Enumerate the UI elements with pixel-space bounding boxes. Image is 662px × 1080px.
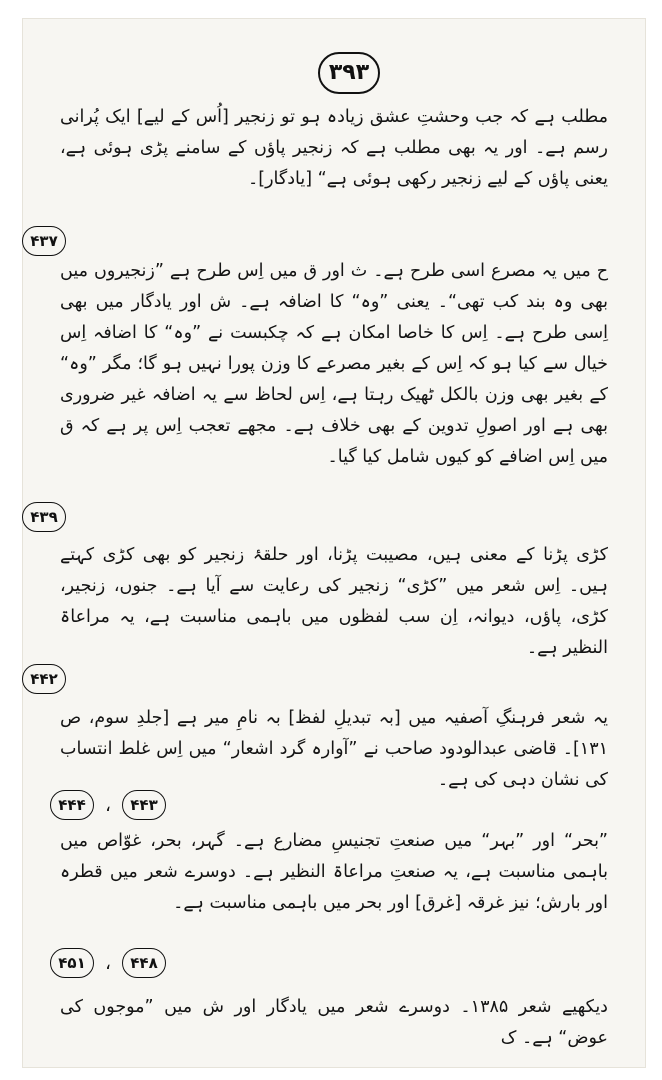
- paragraph-6: دیکھیے شعر ۱۳۸۵۔ دوسرے شعر میں یادگار اور ش میں ”موجوں کی عوض“ ہے۔ ک: [60, 997, 608, 1048]
- note-marker-group: [26, 948, 166, 980]
- note-marker: ۴۴۴: [50, 790, 94, 820]
- paragraph-2: ح میں یہ مصرع اسی طرح ہے۔ ث اور ق میں اِس طرح ہے ”زنجیروں میں بھی وہ بند کب تھی“۔ یعنی ”وہ“ کا اضافہ ہے۔ ش اور یادگار میں بھی اِسی طرح ہے۔ اِس کا خاصا امکان ہے کہ چکبست نے ”وہ“ کا اضافہ اِس خیال سے کیا ہو کہ اِس کے بغیر مصرعے کا وزن پورا نہیں ہو گا؛ مگر ”وہ“ کے بغیر بھی وزن بالکل ٹھیک رہتا ہے، اِس لحاظ سے یہ اضافہ غیر ضروری بھی ہے اور اصولِ تدوین کے بھی خلاف ہے۔ مجھے تعجب اِس پر ہے کہ ق میں اِس اضافے کو کیوں شامل کیا گیا۔: [60, 261, 608, 467]
- note-marker: ۴۳۹: [22, 502, 66, 532]
- note-marker: ۴۴۸: [122, 948, 166, 978]
- paragraph-5: ”بحر“ اور ”بہر“ میں صنعتِ تجنیسِ مضارع ہے۔ گہر، بحر، غوّاص میں باہمی مناسبت ہے، یہ صنعتِ مراعاۃ النظیر ہے۔ دوسرے شعر میں قطرہ اور بارش؛ نیز غرقہ [غرق] اور بحر میں باہمی مناسبت ہے۔: [60, 831, 608, 913]
- note-marker: ۴۴۲: [22, 664, 66, 694]
- paragraph-3: کڑی پڑنا کے معنی ہیں، مصیبت پڑنا، اور حلقۂ زنجیر کو بھی کڑی کہتے ہیں۔ اِس شعر میں ”کڑی“ زنجیر کی رعایت سے آیا ہے۔ جنوں، زنجیر، کڑی، پاؤں، دیوانہ، اِن سب لفظوں میں باہمی مناسبت ہے، یہ مراعاۃ النظیر ہے۔: [60, 545, 608, 658]
- paragraph-4: یہ شعر فرہنگِ آصفیہ میں [بہ تبدیلِ لفظ] بہ نامِ میر ہے [جلدِ سوم، ص ۱۳۱]۔ قاضی عبدالودود صاحب نے ”آوارہ گرد اشعار“ میں اِس غلط انتساب کی نشان دہی کی ہے۔: [60, 708, 608, 790]
- note-marker: ۴۳۷: [22, 226, 66, 256]
- marker-separator: ،: [105, 952, 111, 974]
- note-marker-group: [26, 790, 166, 822]
- marker-separator: ،: [105, 794, 111, 816]
- note-marker: ۴۴۳: [122, 790, 166, 820]
- paragraph-1: مطلب ہے کہ جب وحشتِ عشق زیادہ ہو تو زنجیر [اُس کے لیے] ایک پُرانی رسم ہے۔ اور یہ بھی مطلب ہے کہ زنجیر پاؤں کے سامنے پڑی ہوئی ہے، یعنی پاؤں کے لیے زنجیر رکھی ہوئی ہے“ [یادگار]۔: [60, 107, 608, 189]
- page-number: ۳۹۳: [318, 52, 380, 94]
- note-marker: ۴۵۱: [50, 948, 94, 978]
